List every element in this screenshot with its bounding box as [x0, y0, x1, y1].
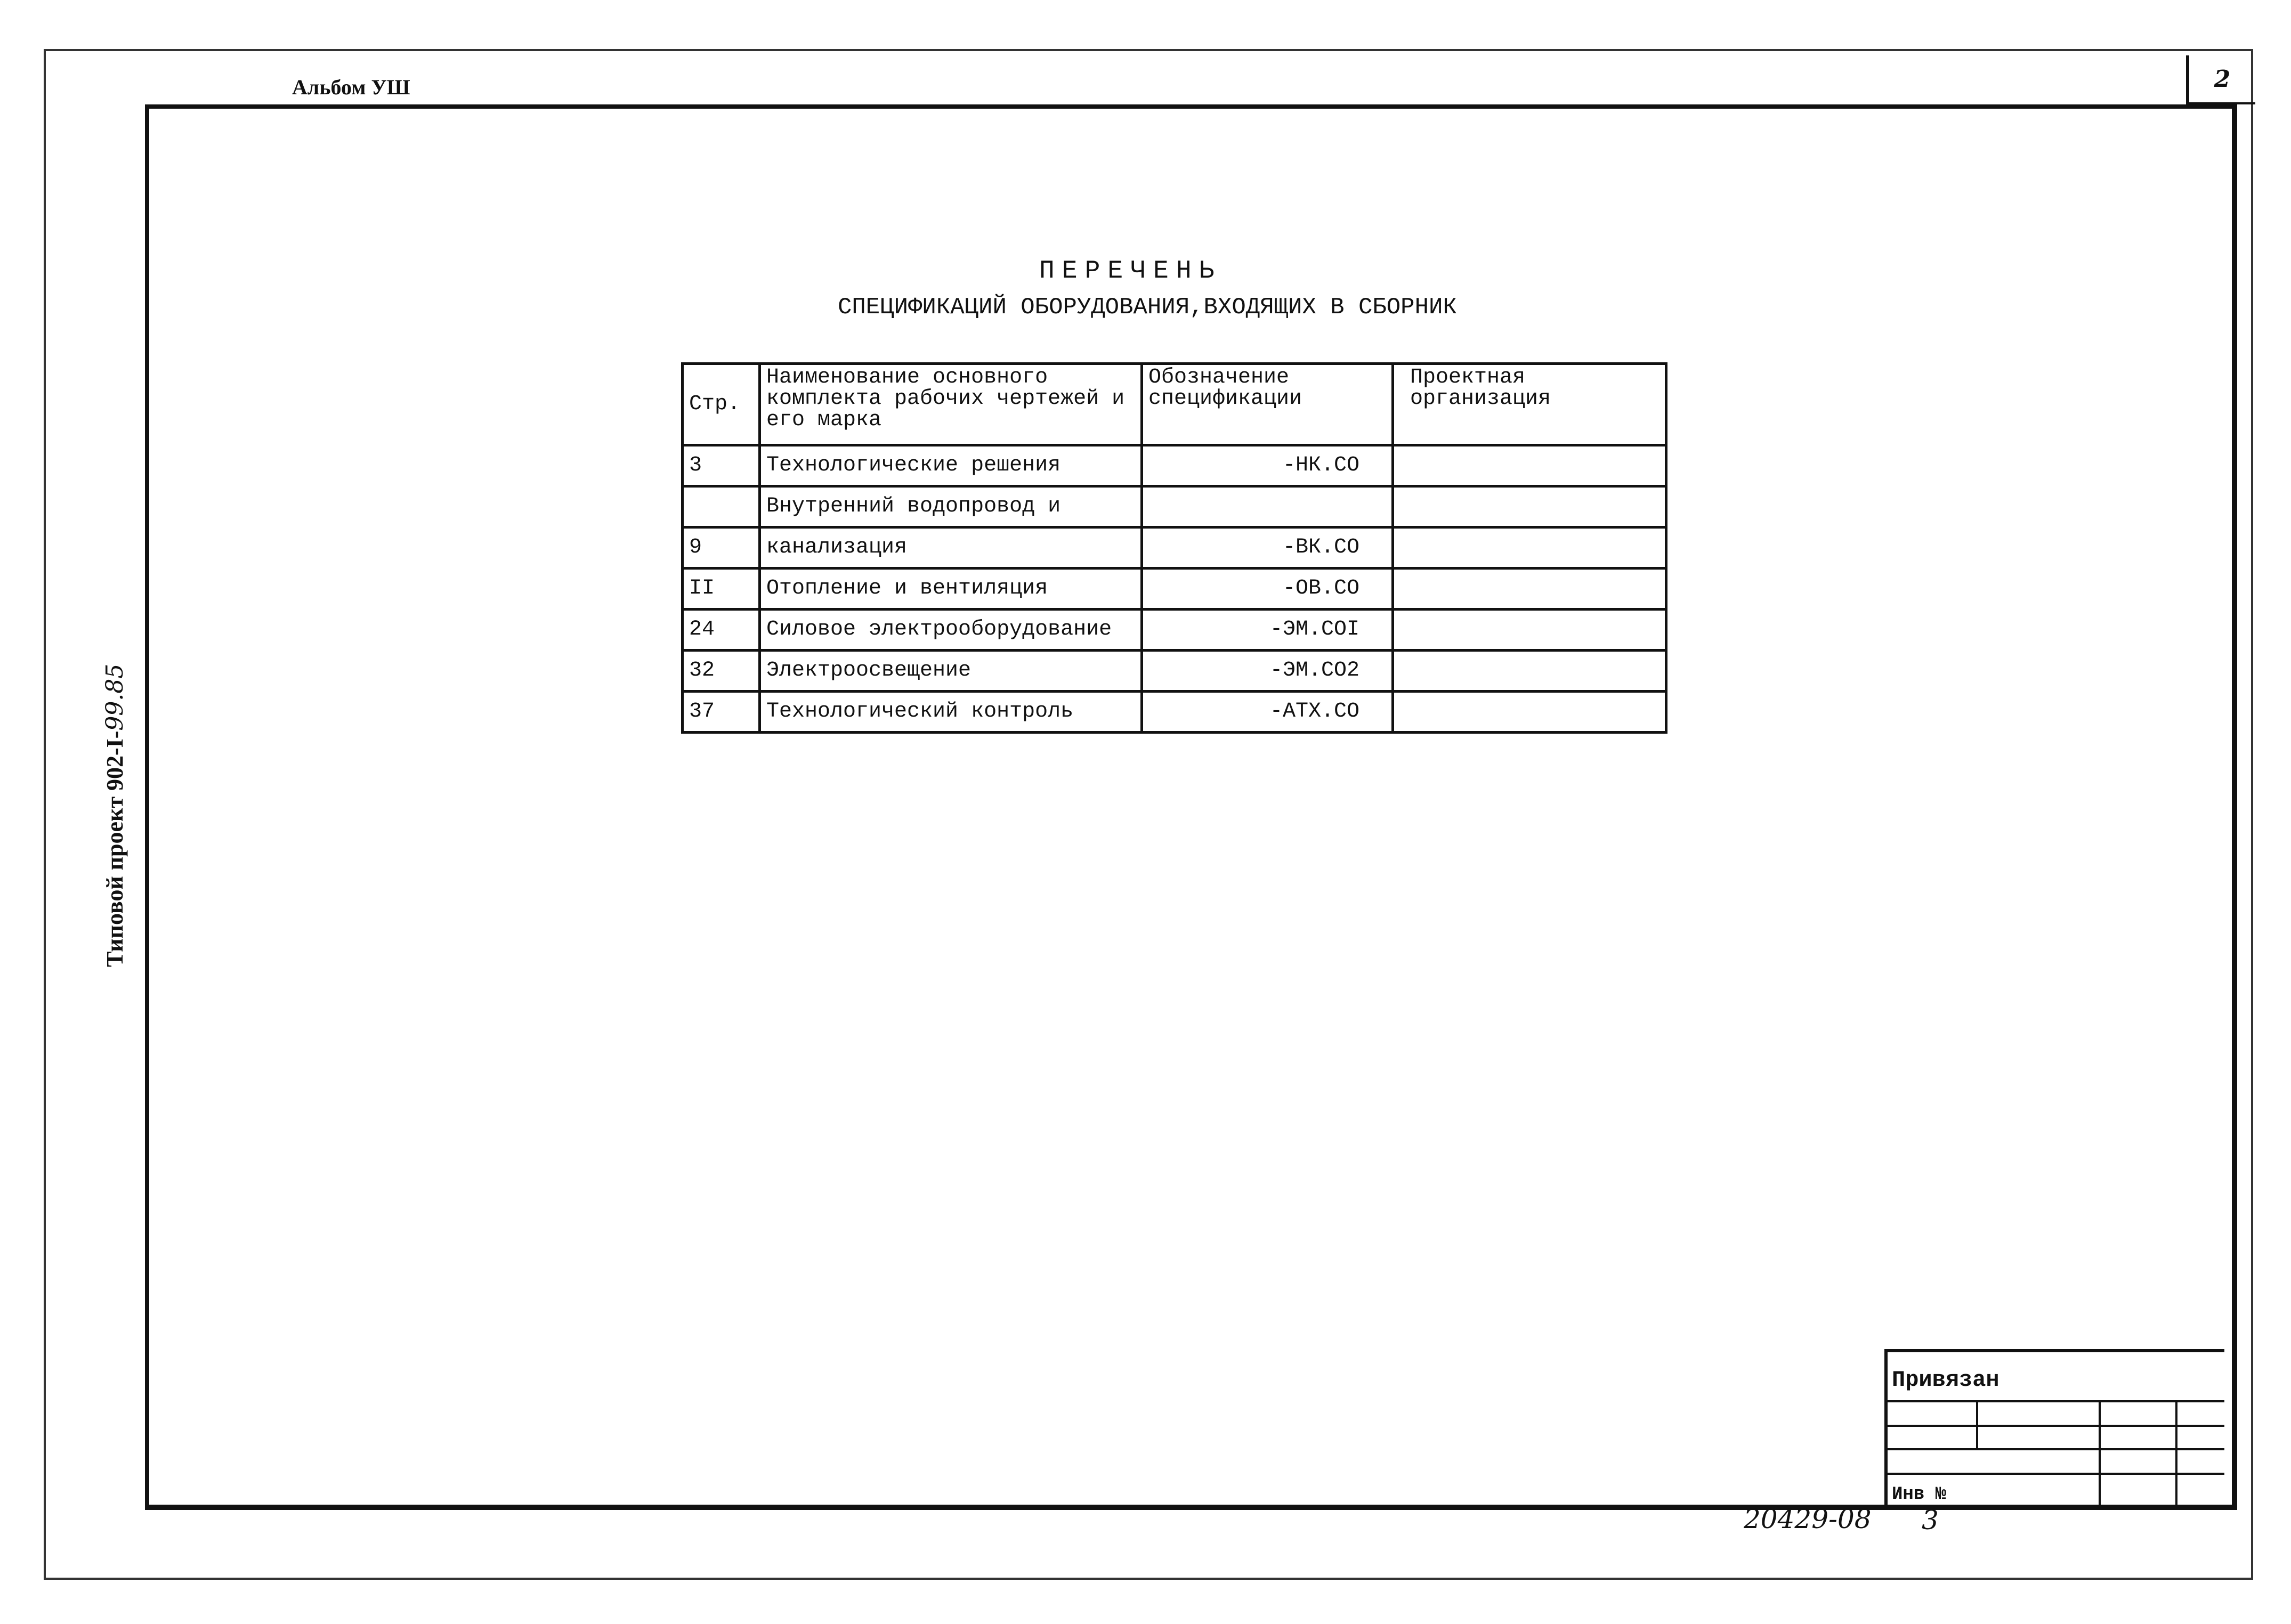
cell-designation: -ЭМ.СО2 [1142, 651, 1393, 692]
cell-designation: -ВК.СО [1142, 527, 1393, 569]
table-header-row [683, 364, 1666, 445]
cell-organization [1393, 569, 1666, 610]
cell-name: Силовое электрооборудование [760, 610, 1142, 651]
stamp-inventory: Инв № [1892, 1484, 1947, 1505]
side-project-text: Типовой проект 902-I- [102, 730, 128, 967]
page-subtitle: СПЕЦИФИКАЦИЙ ОБОРУДОВАНИЯ,ВХОДЯЩИХ В СБОРНИК [838, 294, 1457, 321]
page-title: ПЕРЕЧЕНЬ [1039, 257, 1222, 286]
side-project-label [101, 664, 128, 967]
stamp-label: Привязан [1892, 1367, 1999, 1393]
stamp-line [2175, 1400, 2177, 1506]
cell-designation [1142, 486, 1393, 527]
cell-page: 24 [683, 610, 760, 651]
stamp-line [1888, 1425, 2224, 1427]
document-number: 20429-08 [1744, 1504, 1872, 1534]
cell-name: Технологические решения [760, 445, 1142, 486]
cell-name: Технологический контроль [760, 692, 1142, 733]
cell-page: 37 [683, 692, 760, 733]
cell-page: II [683, 569, 760, 610]
cell-page [683, 486, 760, 527]
table-row [683, 527, 1666, 569]
table-row [683, 445, 1666, 486]
table-row [683, 569, 1666, 610]
cell-name: канализация [760, 527, 1142, 569]
table-row [683, 692, 1666, 733]
side-project-handwritten: 99.85 [101, 663, 128, 731]
sheet-number: 3 [1922, 1505, 1939, 1536]
cell-page: 32 [683, 651, 760, 692]
table-row [683, 651, 1666, 692]
cell-designation: -НК.СО [1142, 445, 1393, 486]
cell-designation: -ОВ.СО [1142, 569, 1393, 610]
cell-organization [1393, 445, 1666, 486]
cell-page: 3 [683, 445, 760, 486]
specification-table [681, 362, 1667, 734]
page-number: 2 [2186, 55, 2255, 104]
cell-name: Внутренний водопровод и [760, 486, 1142, 527]
cell-organization [1393, 692, 1666, 733]
cell-name: Отопление и вентиляция [760, 569, 1142, 610]
cell-organization [1393, 610, 1666, 651]
header-name: Наименование основного комплекта рабочих чертежей и его марка [760, 364, 1142, 445]
stamp-line [1888, 1473, 2224, 1475]
header-designation: Обозначение спецификации [1142, 364, 1393, 445]
table-row [683, 486, 1666, 527]
table-row [683, 610, 1666, 651]
stamp-line [1888, 1400, 2224, 1402]
header-organization: Проектная организация [1393, 364, 1666, 445]
cell-designation: -ЭМ.СОI [1142, 610, 1393, 651]
stamp-line [1888, 1448, 2224, 1450]
stamp-line [1976, 1400, 1978, 1449]
cell-page: 9 [683, 527, 760, 569]
binding-stamp [1884, 1349, 2224, 1506]
cell-organization [1393, 651, 1666, 692]
cell-name: Электроосвещение [760, 651, 1142, 692]
cell-organization [1393, 527, 1666, 569]
album-label: Альбом УШ [292, 75, 410, 99]
header-page: Стр. [683, 364, 760, 445]
cell-organization [1393, 486, 1666, 527]
cell-designation: -АТХ.СО [1142, 692, 1393, 733]
stamp-line [2099, 1400, 2101, 1506]
